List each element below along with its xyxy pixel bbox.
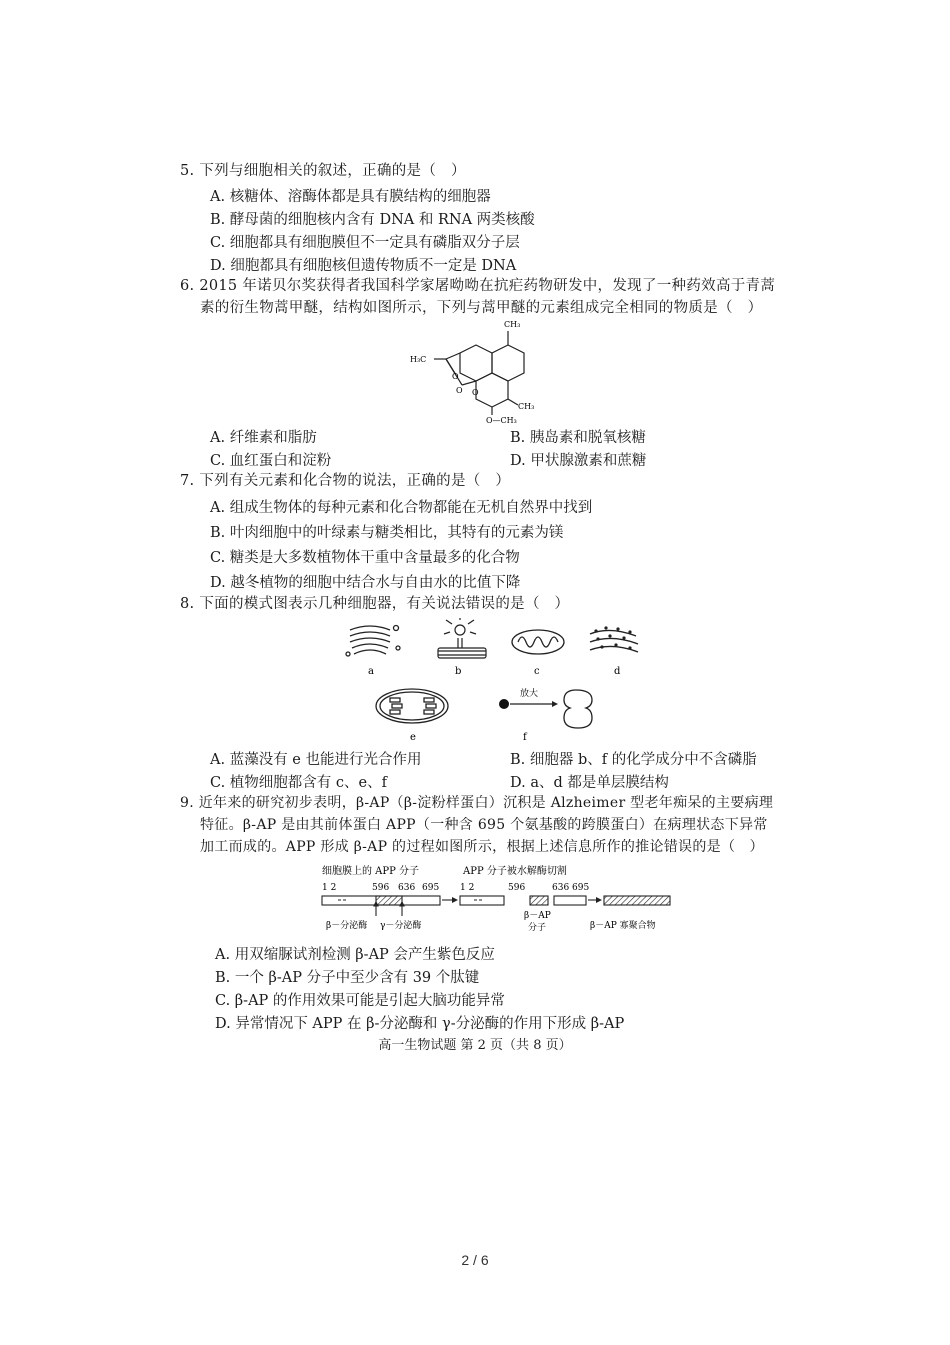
label-oxygen-2: O bbox=[456, 386, 463, 395]
q8-option-a: A. 蓝藻没有 e 也能进行光合作用 bbox=[210, 752, 422, 768]
q6-option-a: A. 纤维素和脂肪 bbox=[210, 430, 317, 446]
question-5 bbox=[180, 160, 466, 182]
q9-option-b: B. 一个 β-AP 分子中至少含有 39 个肽键 bbox=[215, 970, 480, 986]
exam-footer: 高一生物试题 第 2 页（共 8 页） bbox=[378, 1038, 572, 1053]
question-5-stem: 5. 下列与细胞相关的叙述，正确的是（ ） bbox=[180, 163, 466, 179]
organelle-b-centrosome bbox=[438, 618, 486, 658]
organelle-c-mitochondrion bbox=[512, 630, 564, 654]
question-9 bbox=[180, 792, 773, 858]
q6-option-d: D. 甲状腺激素和蔗糖 bbox=[510, 453, 647, 469]
q9-option-a: A. 用双缩脲试剂检测 β-AP 会产生紫色反应 bbox=[215, 947, 495, 963]
fig9-n-596: 596 bbox=[372, 883, 390, 893]
fig9-n-695: 695 bbox=[422, 883, 440, 893]
question-7 bbox=[180, 470, 510, 492]
fig9-n2-636-695: 636 695 bbox=[552, 883, 590, 893]
q9-option-d: D. 异常情况下 APP 在 β-分泌酶和 γ-分泌酶的作用下形成 β-AP bbox=[215, 1016, 625, 1032]
label-oxygen-1: O bbox=[452, 372, 459, 381]
fig9-oligomer bbox=[604, 896, 670, 905]
page-number: 2 / 6 bbox=[461, 1252, 489, 1268]
organelle-f-ribosome bbox=[499, 690, 592, 728]
label-a: a bbox=[368, 666, 374, 677]
fig9-title-1: 细胞膜上的 APP 分子 bbox=[322, 866, 420, 877]
fig9-n2-596: 596 bbox=[508, 883, 526, 893]
label-f: f bbox=[523, 732, 527, 743]
q6-option-c: C. 血红蛋白和淀粉 bbox=[210, 453, 332, 469]
fig9-molecule-label: 分子 bbox=[528, 923, 547, 933]
question-9-stem-line2: 特征。β-AP 是由其前体蛋白 APP（一种含 695 个氨基酸的跨膜蛋白）在病理状态下异常 bbox=[200, 817, 768, 833]
organelle-e-chloroplast bbox=[376, 689, 448, 723]
organelles-figure bbox=[340, 618, 660, 743]
label-ch3-right: CH₃ bbox=[518, 402, 535, 411]
q8-option-d: D. a、d 都是单层膜结构 bbox=[510, 775, 669, 791]
artemether-structure-figure bbox=[400, 315, 560, 425]
fig9-n2-1-2: 1 2 bbox=[460, 883, 475, 893]
label-d: d bbox=[614, 666, 621, 677]
question-7-stem: 7. 下列有关元素和化合物的说法，正确的是（ ） bbox=[180, 473, 511, 489]
q5-option-a: A. 核糖体、溶酶体都是具有膜结构的细胞器 bbox=[210, 189, 491, 205]
q7-option-a: A. 组成生物体的每种元素和化合物都能在无机自然界中找到 bbox=[210, 500, 593, 516]
label-b: b bbox=[455, 666, 462, 677]
q8-option-b: B. 细胞器 b、f 的化学成分中不含磷脂 bbox=[510, 752, 757, 768]
q5-option-b: B. 酵母菌的细胞核内含有 DNA 和 RNA 两类核酸 bbox=[210, 212, 535, 228]
fig9-cleaved-fragments bbox=[460, 896, 586, 905]
label-ch3-top: CH₃ bbox=[504, 320, 521, 329]
q5-option-c: C. 细胞都具有细胞膜但不一定具有磷脂双分子层 bbox=[210, 235, 520, 251]
organelle-a-golgi bbox=[346, 626, 400, 657]
q5-option-d: D. 细胞都具有细胞核但遗传物质不一定是 DNA bbox=[210, 258, 517, 274]
label-c: c bbox=[534, 666, 540, 677]
question-8-stem: 8. 下面的模式图表示几种细胞器，有关说法错误的是（ ） bbox=[180, 596, 570, 612]
q6-option-b: B. 胰岛素和脱氧核糖 bbox=[510, 430, 646, 446]
q7-option-b: B. 叶肉细胞中的叶绿素与糖类相比，其特有的元素为镁 bbox=[210, 525, 564, 541]
label-h3c: H₃C bbox=[410, 355, 427, 364]
fig9-gamma-secretase: γ－分泌酶 bbox=[380, 921, 422, 931]
label-oxygen-3: O bbox=[472, 388, 479, 397]
question-9-stem-line1: 9. 近年来的研究初步表明，β-AP（β-淀粉样蛋白）沉积是 Alzheimer 型老年痴呆的主要病理 bbox=[180, 795, 774, 811]
fig9-app-molecule bbox=[322, 896, 440, 916]
q9-option-c: C. β-AP 的作用效果可能是引起大脑功能异常 bbox=[215, 993, 505, 1009]
q7-option-c: C. 糖类是大多数植物体干重中含量最多的化合物 bbox=[210, 550, 520, 566]
fig9-n-636: 636 bbox=[398, 883, 416, 893]
question-9-stem-line3: 加工而成的。APP 形成 β-AP 的过程如图所示，根据上述信息所作的推论错误的是（ ） bbox=[200, 839, 764, 855]
label-enlarge: 放大 bbox=[520, 689, 539, 699]
fig9-beta-secretase: β－分泌酶 bbox=[326, 921, 368, 931]
fig9-n-1-2: 1 2 bbox=[322, 883, 337, 893]
question-6-stem-line1: 6. 2015 年诺贝尔奖获得者我国科学家屠呦呦在抗疟药物研发中，发现了一种药效高于青蒿 bbox=[180, 278, 776, 294]
q7-option-d: D. 越冬植物的细胞中结合水与自由水的比值下降 bbox=[210, 575, 521, 591]
app-processing-figure bbox=[318, 862, 688, 938]
question-6 bbox=[180, 275, 775, 319]
organelle-d-endoplasmic-reticulum bbox=[590, 626, 638, 652]
fig9-beta-ap-label: β－AP bbox=[524, 911, 551, 921]
fig9-oligomer-label: β－AP 寡聚合物 bbox=[590, 921, 656, 931]
label-och3: O—CH₃ bbox=[486, 416, 517, 425]
label-e: e bbox=[410, 732, 416, 743]
fig9-title-2: APP 分子被水解酶切割 bbox=[463, 866, 567, 877]
question-6-stem-line2: 素的衍生物蒿甲醚，结构如图所示，下列与蒿甲醚的元素组成完全相同的物质是（ ） bbox=[200, 300, 763, 316]
q8-option-c: C. 植物细胞都含有 c、e、f bbox=[210, 775, 387, 791]
question-8 bbox=[180, 593, 569, 615]
